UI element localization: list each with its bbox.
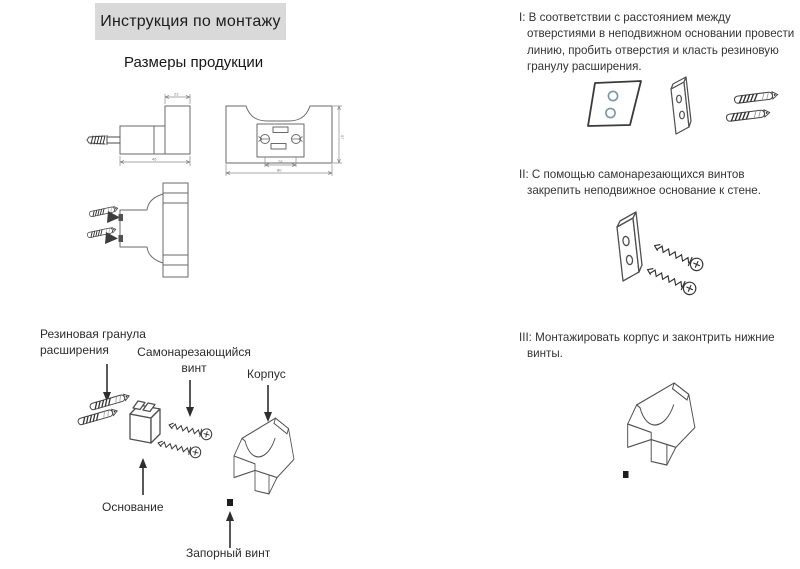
section-subtitle: Размеры продукции xyxy=(124,54,264,71)
dim-label: 28 xyxy=(278,159,283,164)
plan-view-drawing xyxy=(85,180,197,282)
anchor-plug-icon xyxy=(89,393,130,410)
step-1-text: I: В соответствии с расстоянием между отверстиями в неподвижном основании провести линию, пробить отверстия и класть резиновую гранулу расширения. xyxy=(519,11,795,74)
front-view-drawing xyxy=(224,98,346,178)
screw-icon xyxy=(645,264,698,297)
step-1-illustration xyxy=(553,76,793,168)
lock-screw-icon xyxy=(623,471,629,478)
screw-anchor-icon xyxy=(87,136,120,145)
screw-icon xyxy=(168,420,213,441)
part-label-lock-screw: Запорный винт xyxy=(186,546,271,560)
side-view-drawing xyxy=(85,88,200,173)
hook-body-icon xyxy=(628,383,695,465)
arrow-down-icon xyxy=(186,380,194,417)
title-band xyxy=(95,3,286,40)
step-2-illustration xyxy=(593,210,773,322)
screw-icon xyxy=(652,240,705,273)
dim-label: 23 xyxy=(174,91,179,97)
step-3-illustration xyxy=(598,360,783,498)
dim-label: 57 xyxy=(340,135,345,140)
anchor-plug-icon xyxy=(726,109,770,121)
dim-label: 46 xyxy=(152,156,157,162)
base-plate-icon xyxy=(671,77,691,134)
screw-icon xyxy=(157,438,202,459)
wall-anchor-icon xyxy=(89,206,123,223)
lock-screw-icon xyxy=(227,499,233,506)
step-3-text: III: Монтажировать корпус и законтрить нижние винты. xyxy=(519,331,775,361)
dim-label: 80 xyxy=(277,167,282,173)
step-2-text: II: С помощью самонарезающихся винтов закрепить неподвижное основание к стене. xyxy=(519,168,761,198)
base-block-icon xyxy=(130,401,160,443)
anchor-plug-icon xyxy=(77,408,118,425)
page-title: Инструкция по монтажу xyxy=(100,12,281,30)
wall-surface-icon xyxy=(588,81,641,126)
hook-body-icon xyxy=(234,418,294,494)
arrow-up-icon xyxy=(139,458,147,495)
part-label-base: Основание xyxy=(102,500,164,514)
arrow-down-icon xyxy=(103,364,111,402)
part-label-anchor: Резиновая гранула расширения xyxy=(40,327,146,358)
part-label-body: Корпус xyxy=(247,367,286,381)
wall-anchor-icon xyxy=(87,227,123,244)
arrow-up-icon xyxy=(226,511,234,548)
part-label-screw: Самонарезающийся винт xyxy=(137,345,251,376)
anchor-plug-icon xyxy=(734,91,778,103)
base-plate-icon xyxy=(617,212,642,281)
arrow-down-icon xyxy=(264,385,272,422)
